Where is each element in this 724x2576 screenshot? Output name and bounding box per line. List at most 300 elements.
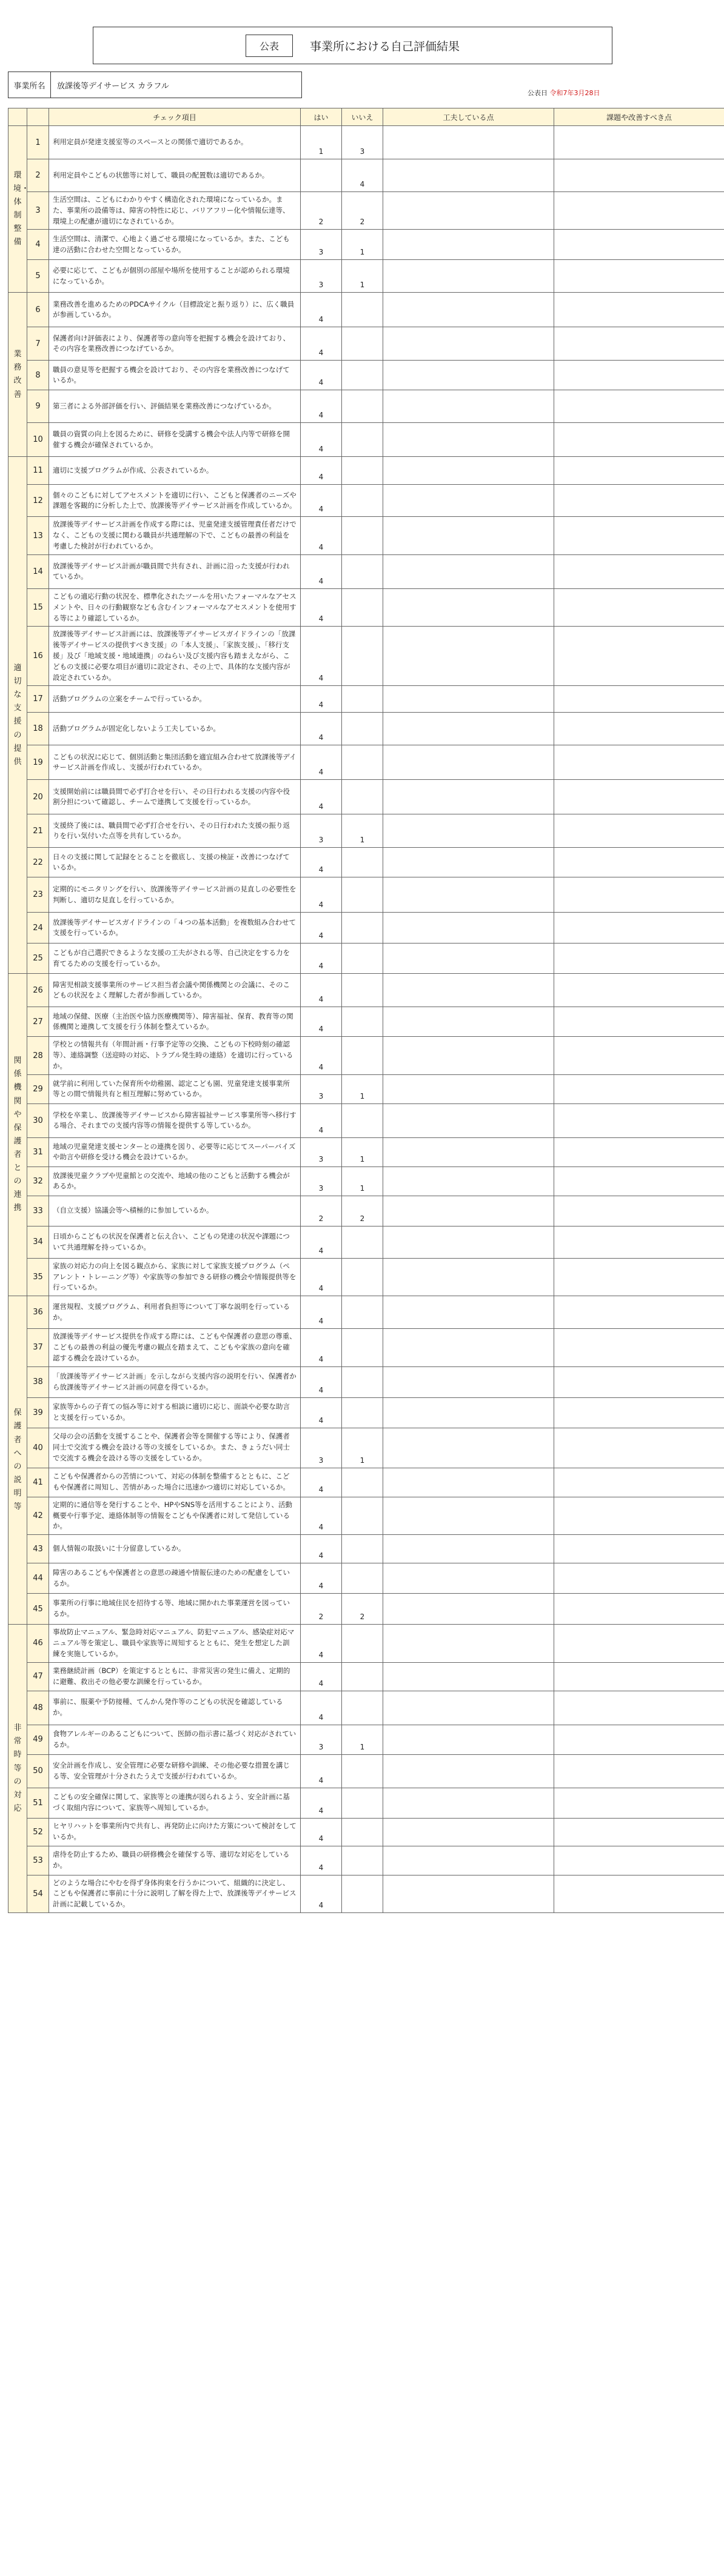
check-item-text: 事業所の行事に地域住民を招待する等、地域に開かれた事業運営を図っているか。	[49, 1594, 301, 1625]
row-number: 43	[27, 1535, 49, 1563]
category-cell: 保護者への説明等	[8, 1296, 27, 1625]
check-item-text: 障害のあるこどもや保護者との意思の疎通や情報伝達のための配慮をしているか。	[49, 1563, 301, 1594]
category-cell: 非常時等の対応	[8, 1625, 27, 1913]
check-item-text: こどもの適応行動の状況を、標準化されたツールを用いたフォーマルなアセスメントや、日々の行動観察なども含むインフォーマルなアセスメントを使用する等により確認しているか。	[49, 588, 301, 626]
row-number: 28	[27, 1037, 49, 1074]
published-date	[528, 88, 600, 98]
no-count	[342, 974, 383, 1007]
yes-count: 4	[301, 1875, 342, 1912]
row-number: 16	[27, 627, 49, 686]
good-points-cell	[383, 1007, 554, 1037]
evaluation-table	[8, 108, 724, 1913]
yes-count: 4	[301, 1103, 342, 1137]
yes-count: 4	[301, 1535, 342, 1563]
improvement-cell	[554, 126, 724, 159]
check-item-text: 放課後等デイサービスガイドラインの「４つの基本活動」を複数組み合わせて支援を行っているか。	[49, 913, 301, 944]
yes-count: 4	[301, 1037, 342, 1074]
published-date-value: 令和7年3月28日	[549, 89, 600, 97]
table-row	[8, 1725, 724, 1754]
table-row	[8, 877, 724, 913]
yes-count: 4	[301, 485, 342, 517]
check-item-text: 学校との情報共有（年間計画・行事予定等の交換、こどもの下校時刻の確認等）、連絡調整（送迎時の対応、トラブル発生時の連絡）を適切に行っているか。	[49, 1037, 301, 1074]
no-count	[342, 485, 383, 517]
improvement-cell	[554, 1725, 724, 1754]
no-count	[342, 1563, 383, 1594]
check-item-text: 第三者による外部評価を行い、評価結果を業務改善につなげているか。	[49, 390, 301, 423]
table-row	[8, 1226, 724, 1258]
row-number: 22	[27, 848, 49, 877]
good-points-cell	[383, 423, 554, 457]
check-item-text: 地域の児童発達支援センターとの連携を図り、必要等に応じてスーパーバイズや助言や研修を受ける機会を設けているか。	[49, 1137, 301, 1167]
row-number: 14	[27, 554, 49, 588]
improvement-cell	[554, 1074, 724, 1103]
good-points-cell	[383, 1497, 554, 1534]
no-count	[342, 1037, 383, 1074]
good-points-cell	[383, 517, 554, 554]
yes-count: 2	[301, 1594, 342, 1625]
yes-count: 4	[301, 457, 342, 485]
table-row	[8, 1397, 724, 1428]
no-count	[342, 1397, 383, 1428]
good-points-cell	[383, 1296, 554, 1329]
yes-count: 4	[301, 588, 342, 626]
no-count	[342, 1329, 383, 1366]
good-points-cell	[383, 1535, 554, 1563]
yes-count: 4	[301, 1007, 342, 1037]
good-points-cell	[383, 1258, 554, 1296]
row-number: 8	[27, 361, 49, 390]
row-number: 25	[27, 944, 49, 974]
good-points-cell	[383, 877, 554, 913]
improvement-cell	[554, 627, 724, 686]
good-points-cell	[383, 1754, 554, 1788]
yes-count: 3	[301, 1137, 342, 1167]
yes-count: 4	[301, 877, 342, 913]
check-item-text: 運営規程、支援プログラム、利用者負担等について丁寧な説明を行っているか。	[49, 1296, 301, 1329]
table-row	[8, 192, 724, 230]
check-item-text: こどもの安全確保に関して、家族等との連携が図られるよう、安全計画に基づく取組内容について、家族等へ周知しているか。	[49, 1788, 301, 1818]
table-row	[8, 913, 724, 944]
yes-count: 4	[301, 390, 342, 423]
published-label: 公表日	[528, 89, 548, 97]
row-number: 37	[27, 1329, 49, 1366]
yes-count: 4	[301, 554, 342, 588]
no-count	[342, 1625, 383, 1662]
no-count: 2	[342, 192, 383, 230]
row-number: 20	[27, 780, 49, 814]
no-count	[342, 327, 383, 361]
table-row	[8, 1329, 724, 1366]
no-count	[342, 1691, 383, 1725]
business-name-box	[8, 72, 302, 98]
yes-count: 4	[301, 517, 342, 554]
improvement-cell	[554, 485, 724, 517]
improvement-cell	[554, 1137, 724, 1167]
row-number: 11	[27, 457, 49, 485]
good-points-cell	[383, 848, 554, 877]
no-count	[342, 848, 383, 877]
yes-count: 4	[301, 780, 342, 814]
yes-count: 3	[301, 230, 342, 260]
good-points-cell	[383, 192, 554, 230]
no-count	[342, 944, 383, 974]
table-row	[8, 1662, 724, 1691]
check-item-text: こどもや保護者からの苦情について、対応の体制を整備するとともに、こどもや保護者に周知し、苦情があった場合に迅速かつ適切に対応しているか。	[49, 1468, 301, 1497]
no-count: 1	[342, 260, 383, 293]
table-row	[8, 517, 724, 554]
check-item-text: 定期的にモニタリングを行い、放課後等デイサービス計画の見直しの必要性を判断し、適切な見直しを行っているか。	[49, 877, 301, 913]
check-item-text: 生活空間は、こどもにわかりやすく構造化された環境になっているか。また、事業所の設備等は、障害の特性に応じ、バリアフリー化や情報伝達等、環境上の配慮が適切になされているか。	[49, 192, 301, 230]
check-item-text: 生活空間は、清潔で、心地よく過ごせる環境になっているか。また、こども達の活動に合わせた空間となっているか。	[49, 230, 301, 260]
improvement-cell	[554, 588, 724, 626]
good-points-cell	[383, 1074, 554, 1103]
yes-count: 4	[301, 1662, 342, 1691]
improvement-cell	[554, 1846, 724, 1875]
check-item-text: 活動プログラムが固定化しないよう工夫しているか。	[49, 713, 301, 745]
no-count	[342, 877, 383, 913]
category-cell: 業務改善	[8, 293, 27, 457]
good-points-cell	[383, 1428, 554, 1468]
check-item-text: 地域の保健、医療（主治医や協力医療機関等）、障害福祉、保育、教育等の関係機関と連携して支援を行う体制を整えているか。	[49, 1007, 301, 1037]
table-row	[8, 1037, 724, 1074]
row-number: 38	[27, 1366, 49, 1397]
no-count: 3	[342, 126, 383, 159]
good-points-cell	[383, 554, 554, 588]
check-item-text: 家族の対応力の向上を図る観点から、家族に対して家族支援プログラム（ペアレント・トレーニング等）や家族等の参加できる研修の機会や情報提供等を行っているか。	[49, 1258, 301, 1296]
check-item-text: 虐待を防止するため、職員の研修機会を確保する等、適切な対応をしているか。	[49, 1846, 301, 1875]
improvement-cell	[554, 944, 724, 974]
improvement-cell	[554, 1754, 724, 1788]
no-count	[342, 1875, 383, 1912]
improvement-cell	[554, 1258, 724, 1296]
row-number: 26	[27, 974, 49, 1007]
table-row	[8, 1788, 724, 1818]
table-row	[8, 686, 724, 713]
check-item-text: 業務継続計画（BCP）を策定するとともに、非常災害の発生に備え、定期的に避難、救出その他必要な訓練を行っているか。	[49, 1662, 301, 1691]
good-points-cell	[383, 457, 554, 485]
business-name-label: 事業所名	[8, 72, 51, 98]
row-number: 4	[27, 230, 49, 260]
improvement-cell	[554, 1167, 724, 1196]
header-yes: はい	[301, 108, 342, 126]
good-points-cell	[383, 780, 554, 814]
table-row	[8, 1196, 724, 1226]
good-points-cell	[383, 327, 554, 361]
yes-count: 4	[301, 686, 342, 713]
improvement-cell	[554, 423, 724, 457]
yes-count: 4	[301, 1329, 342, 1366]
check-item-text: 保護者向け評価表により、保護者等の意向等を把握する機会を設けており、その内容を業務改善につなげているか。	[49, 327, 301, 361]
no-count	[342, 1788, 383, 1818]
row-number: 41	[27, 1468, 49, 1497]
good-points-cell	[383, 1788, 554, 1818]
good-points-cell	[383, 1691, 554, 1725]
check-item-text: 放課後児童クラブや児童館との交流や、地域の他のこどもと活動する機会があるか。	[49, 1167, 301, 1196]
improvement-cell	[554, 1397, 724, 1428]
row-number: 7	[27, 327, 49, 361]
category-cell: 適切な支援の提供	[8, 457, 27, 974]
table-row	[8, 327, 724, 361]
no-count	[342, 745, 383, 780]
good-points-cell	[383, 1725, 554, 1754]
good-points-cell	[383, 814, 554, 848]
no-count: 2	[342, 1594, 383, 1625]
table-row	[8, 1594, 724, 1625]
table-row	[8, 814, 724, 848]
good-points-cell	[383, 1468, 554, 1497]
row-number: 54	[27, 1875, 49, 1912]
check-item-text: 日々の支援に関して記録をとることを徹底し、支援の検証・改善につなげているか。	[49, 848, 301, 877]
no-count	[342, 361, 383, 390]
yes-count: 4	[301, 361, 342, 390]
header-check-item: チェック項目	[49, 108, 301, 126]
row-number: 24	[27, 913, 49, 944]
good-points-cell	[383, 1625, 554, 1662]
no-count	[342, 1846, 383, 1875]
no-count	[342, 1103, 383, 1137]
improvement-cell	[554, 1226, 724, 1258]
table-row	[8, 848, 724, 877]
yes-count: 4	[301, 1846, 342, 1875]
header-blank-category	[8, 108, 27, 126]
good-points-cell	[383, 390, 554, 423]
improvement-cell	[554, 877, 724, 913]
check-item-text: 放課後等デイサービス計画を作成する際には、児童発達支援管理責任者だけでなく、こどもの支援に関わる職員が共通理解の下で、こどもの最善の利益を考慮した検討が行われているか。	[49, 517, 301, 554]
good-points-cell	[383, 1397, 554, 1428]
improvement-cell	[554, 1296, 724, 1329]
yes-count: 4	[301, 1366, 342, 1397]
table-row	[8, 974, 724, 1007]
yes-count: 2	[301, 192, 342, 230]
no-count	[342, 1007, 383, 1037]
yes-count: 4	[301, 1497, 342, 1534]
check-item-text: 利用定員が発達支援室等のスペースとの関係で適切であるか。	[49, 126, 301, 159]
no-count	[342, 1818, 383, 1846]
no-count	[342, 457, 383, 485]
table-row	[8, 1497, 724, 1534]
table-body	[8, 126, 724, 1913]
check-item-text: ヒヤリハットを事業所内で共有し、再発防止に向けた方策について検討をしているか。	[49, 1818, 301, 1846]
no-count: 1	[342, 1167, 383, 1196]
table-row	[8, 1366, 724, 1397]
check-item-text: こどもが自己選択できるような支援の工夫がされる等、自己決定をする力を育てるための支援を行っているか。	[49, 944, 301, 974]
table-row	[8, 1754, 724, 1788]
check-item-text: 支援終了後には、職員間で必ず打合せを行い、その日行われた支援の振り返りを行い気付いた点等を共有しているか。	[49, 814, 301, 848]
good-points-cell	[383, 1103, 554, 1137]
check-item-text: 職員の意見等を把握する機会を設けており、その内容を業務改善につなげているか。	[49, 361, 301, 390]
improvement-cell	[554, 1691, 724, 1725]
yes-count: 4	[301, 713, 342, 745]
good-points-cell	[383, 944, 554, 974]
improvement-cell	[554, 1535, 724, 1563]
check-item-text: 業務改善を進めるためのPDCAサイクル（目標設定と振り返り）に、広く職員が参画しているか。	[49, 293, 301, 327]
good-points-cell	[383, 686, 554, 713]
check-item-text: 「放課後等デイサービス計画」を示しながら支援内容の説明を行い、保護者から放課後等デイサービス計画の同意を得ているか。	[49, 1366, 301, 1397]
row-number: 48	[27, 1691, 49, 1725]
yes-count: 4	[301, 944, 342, 974]
row-number: 44	[27, 1563, 49, 1594]
no-count: 2	[342, 1196, 383, 1226]
table-row	[8, 126, 724, 159]
yes-count: 4	[301, 1563, 342, 1594]
good-points-cell	[383, 1226, 554, 1258]
improvement-cell	[554, 1366, 724, 1397]
table-row	[8, 390, 724, 423]
good-points-cell	[383, 1846, 554, 1875]
table-row	[8, 1007, 724, 1037]
good-points-cell	[383, 1563, 554, 1594]
check-item-text: 父母の会の活動を支援することや、保護者会等を開催する等により、保護者同士で交流する機会を設ける等の支援をしているか。また、きょうだい同士で交流する機会を設ける等の支援をしているか。	[49, 1428, 301, 1468]
check-item-text: どのような場合にやむを得ず身体拘束を行うかについて、組織的に決定し、こどもや保護者に事前に十分に説明し了解を得た上で、放課後等デイサービス計画に記載しているか。	[49, 1875, 301, 1912]
no-count	[342, 588, 383, 626]
improvement-cell	[554, 686, 724, 713]
yes-count	[301, 159, 342, 192]
table-row	[8, 159, 724, 192]
check-item-text: 家族等からの子育ての悩み等に対する相談に適切に応じ、面談や必要な助言と支援を行っているか。	[49, 1397, 301, 1428]
row-number: 9	[27, 390, 49, 423]
no-count	[342, 686, 383, 713]
row-number: 19	[27, 745, 49, 780]
good-points-cell	[383, 1167, 554, 1196]
row-number: 18	[27, 713, 49, 745]
table-header-row	[8, 108, 724, 126]
table-row	[8, 1625, 724, 1662]
good-points-cell	[383, 126, 554, 159]
check-item-text: 事前に、服薬や予防接種、てんかん発作等のこどもの状況を確認しているか。	[49, 1691, 301, 1725]
table-row	[8, 260, 724, 293]
no-count: 1	[342, 1137, 383, 1167]
good-points-cell	[383, 1196, 554, 1226]
yes-count: 3	[301, 1074, 342, 1103]
row-number: 49	[27, 1725, 49, 1754]
category-cell: 関係機関や保護者との連携	[8, 974, 27, 1296]
good-points-cell	[383, 1818, 554, 1846]
row-number: 29	[27, 1074, 49, 1103]
yes-count: 4	[301, 745, 342, 780]
header-blank-number	[27, 108, 49, 126]
no-count: 1	[342, 814, 383, 848]
no-count	[342, 554, 383, 588]
row-number: 53	[27, 1846, 49, 1875]
no-count	[342, 517, 383, 554]
good-points-cell	[383, 159, 554, 192]
row-number: 27	[27, 1007, 49, 1037]
improvement-cell	[554, 457, 724, 485]
check-item-text: 食物アレルギーのあるこどもについて、医師の指示書に基づく対応がされているか。	[49, 1725, 301, 1754]
improvement-cell	[554, 517, 724, 554]
check-item-text: 放課後等デイサービス計画には、放課後等デイサービスガイドラインの「放課後等デイサービスの提供すべき支援」の「本人支援」、「家族支援」、「移行支援」及び「地域支援・地域連携」のねらい及び支援内容も踏まえながら、こどもの支援に必要な項目が適切に設定され、その上で、具体的な支援内容が設定されているか。	[49, 627, 301, 686]
row-number: 40	[27, 1428, 49, 1468]
table-row	[8, 1137, 724, 1167]
row-number: 45	[27, 1594, 49, 1625]
yes-count: 4	[301, 1226, 342, 1258]
improvement-cell	[554, 814, 724, 848]
row-number: 3	[27, 192, 49, 230]
page-title: 事業所における自己評価結果	[310, 39, 460, 53]
improvement-cell	[554, 390, 724, 423]
no-count	[342, 1366, 383, 1397]
yes-count: 3	[301, 1167, 342, 1196]
business-name-value: 放課後等デイサービス カラフル	[57, 81, 169, 91]
row-number: 30	[27, 1103, 49, 1137]
good-points-cell	[383, 745, 554, 780]
good-points-cell	[383, 1366, 554, 1397]
category-cell: 環境・体制整備	[8, 126, 27, 293]
table-row	[8, 1296, 724, 1329]
yes-count: 2	[301, 1196, 342, 1226]
improvement-cell	[554, 848, 724, 877]
check-item-text: 支援開始前には職員間で必ず打合せを行い、その日行われる支援の内容や役割分担について確認し、チームで連携して支援を行っているか。	[49, 780, 301, 814]
table-row	[8, 423, 724, 457]
improvement-cell	[554, 230, 724, 260]
row-number: 46	[27, 1625, 49, 1662]
improvement-cell	[554, 260, 724, 293]
no-count	[342, 1226, 383, 1258]
no-count	[342, 1497, 383, 1534]
good-points-cell	[383, 1662, 554, 1691]
good-points-cell	[383, 713, 554, 745]
no-count	[342, 713, 383, 745]
row-number: 47	[27, 1662, 49, 1691]
check-item-text: 個々のこどもに対してアセスメントを適切に行い、こどもと保護者のニーズや課題を客観的に分析した上で、放課後等デイサービス計画を作成しているか。	[49, 485, 301, 517]
check-item-text: 障害児相談支援事業所のサービス担当者会議や関係機関との会議に、そのこどもの状況をよく理解した者が参画しているか。	[49, 974, 301, 1007]
check-item-text: 学校を卒業し、放課後等デイサービスから障害福祉サービス事業所等へ移行する場合、それまでの支援内容等の情報を提供する等しているか。	[49, 1103, 301, 1137]
improvement-cell	[554, 1818, 724, 1846]
improvement-cell	[554, 1428, 724, 1468]
no-count	[342, 423, 383, 457]
row-number: 36	[27, 1296, 49, 1329]
row-number: 31	[27, 1137, 49, 1167]
improvement-cell	[554, 1875, 724, 1912]
table-row	[8, 554, 724, 588]
row-number: 17	[27, 686, 49, 713]
yes-count: 4	[301, 627, 342, 686]
yes-count: 4	[301, 1468, 342, 1497]
yes-count: 3	[301, 814, 342, 848]
row-number: 6	[27, 293, 49, 327]
yes-count: 4	[301, 848, 342, 877]
improvement-cell	[554, 361, 724, 390]
check-item-text: 利用定員やこどもの状態等に対して、職員の配置数は適切であるか。	[49, 159, 301, 192]
table-row	[8, 1167, 724, 1196]
check-item-text: 活動プログラムの立案をチームで行っているか。	[49, 686, 301, 713]
yes-count: 4	[301, 1625, 342, 1662]
yes-count: 4	[301, 1788, 342, 1818]
improvement-cell	[554, 1662, 724, 1691]
no-count	[342, 913, 383, 944]
no-count	[342, 1296, 383, 1329]
yes-count: 4	[301, 1258, 342, 1296]
good-points-cell	[383, 913, 554, 944]
header-good-points: 工夫している点	[383, 108, 554, 126]
good-points-cell	[383, 485, 554, 517]
table-row	[8, 1818, 724, 1846]
no-count	[342, 780, 383, 814]
yes-count: 3	[301, 1428, 342, 1468]
no-count: 1	[342, 1428, 383, 1468]
check-item-text: 事故防止マニュアル、緊急時対応マニュアル、防犯マニュアル、感染症対応マニュアル等を策定し、職員や家族等に周知するとともに、発生を想定した訓練を実施しているか。	[49, 1625, 301, 1662]
table-row	[8, 485, 724, 517]
check-item-text: 適切に支援プログラムが作成、公表されているか。	[49, 457, 301, 485]
check-item-text: 定期的に通信等を発行することや、HPやSNS等を活用することにより、活動概要や行事予定、連絡体制等の情報をこどもや保護者に対して発信しているか。	[49, 1497, 301, 1534]
check-item-text: 放課後等デイサービス計画が職員間で共有され、計画に沿った支援が行われているか。	[49, 554, 301, 588]
improvement-cell	[554, 913, 724, 944]
title-box	[93, 27, 612, 64]
check-item-text: 必要に応じて、こどもが個別の部屋や場所を使用することが認められる環境になっているか。	[49, 260, 301, 293]
improvement-cell	[554, 1594, 724, 1625]
row-number: 23	[27, 877, 49, 913]
check-item-text: 安全計画を作成し、安全管理に必要な研修や訓練、その他必要な措置を講じる等、安全管理が十分されたうえで支援が行われているか。	[49, 1754, 301, 1788]
